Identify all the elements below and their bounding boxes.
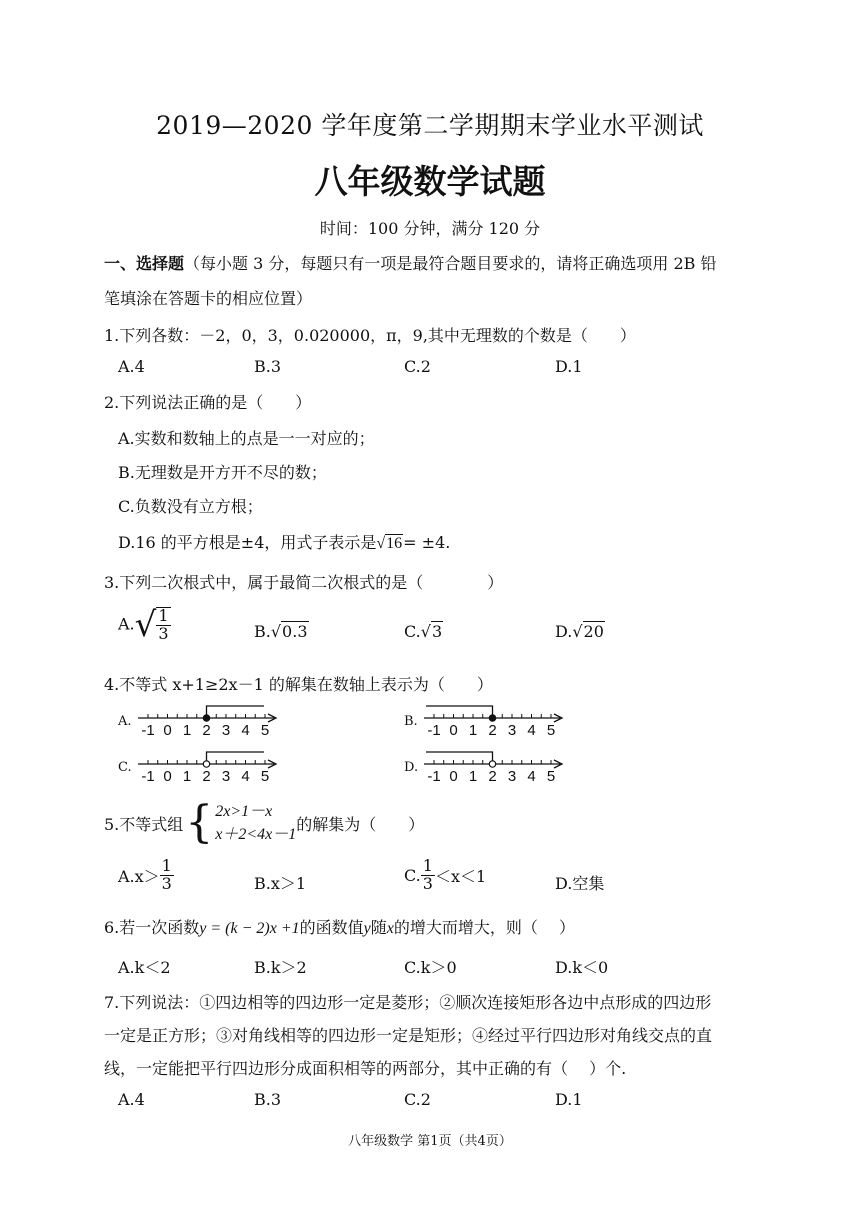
question-4-stem: 4.不等式 x+1≥2x－1 的解集在数轴上表示为（ ） — [104, 675, 493, 694]
tick-label: 0 — [449, 768, 458, 785]
closed-point — [203, 715, 209, 721]
q5-option-b: B.x＞1 — [254, 874, 307, 893]
q4-number-line-b — [424, 700, 564, 740]
tick-label: -1 — [141, 722, 155, 739]
number-line-svg — [138, 700, 278, 740]
tick-label: 5 — [546, 768, 556, 785]
tick-label: 2 — [202, 768, 211, 785]
exam-subtitle: 八年级数学试题 — [314, 162, 546, 201]
brace-icon: { — [185, 797, 214, 849]
q4-number-line-d — [424, 746, 564, 786]
closed-point — [489, 715, 495, 721]
tick-label: 5 — [546, 722, 556, 739]
q3-option-d: D.√20 — [555, 622, 604, 641]
q7-option-c: C.2 — [404, 1090, 431, 1109]
q4-option-a-label: A. — [118, 714, 132, 729]
tick-label: 1 — [182, 722, 192, 739]
tick-label: 5 — [260, 722, 270, 739]
tick-label: 0 — [449, 722, 458, 739]
q4-number-line-a — [138, 700, 278, 740]
q6-option-b: B.k＞2 — [254, 958, 307, 977]
tick-label: 3 — [221, 768, 231, 785]
open-point — [489, 761, 495, 767]
tick-label: 0 — [163, 768, 172, 785]
question-6-stem: 6.若一次函数y = (k − 2)x +1的函数值y随x的增大而增大，则（ ） — [104, 918, 575, 937]
q6-option-d: D.k＜0 — [555, 958, 609, 977]
tick-label: 2 — [488, 768, 497, 785]
sqrt-16: √16 — [376, 535, 403, 552]
page-footer: 八年级数学 第1页（共4页） — [348, 1134, 512, 1149]
question-7-line-1: 7.下列说法：①四边相等的四边形一定是菱形；②顺次连接矩形各边中点形成的四边形 — [104, 993, 712, 1012]
tick-label: 5 — [260, 768, 270, 785]
q1-option-d: D.1 — [555, 357, 583, 376]
tick-label: 4 — [527, 722, 536, 739]
q6-option-c: C.k＞0 — [404, 958, 457, 977]
q5-option-c: C. $\frac{1}{3}$ ＜x＜1 — [404, 856, 487, 893]
tick-label: 3 — [507, 768, 517, 785]
tick-label: 3 — [507, 722, 517, 739]
q5-inequality-1: 2x>1－x — [215, 803, 273, 820]
number-line-svg — [138, 746, 278, 786]
tick-label: 4 — [527, 768, 536, 785]
q2-option-d-eq: = ±4. — [403, 533, 451, 552]
q1-option-c: C.2 — [404, 357, 431, 376]
q6-option-a: A.k＜2 — [118, 958, 171, 977]
number-line-svg — [424, 746, 564, 786]
section-heading — [104, 251, 716, 274]
section-note-cont: 笔填涂在答题卡的相应位置） — [104, 289, 313, 308]
tick-label: 2 — [488, 722, 497, 739]
question-7-line-2: 一定是正方形；③对角线相等的四边形一定是矩形；④经过平行四边形对角线交点的直 — [104, 1026, 713, 1045]
q5-inequality-2: x＋2<4x－1 — [215, 826, 297, 844]
section-note: （每小题 3 分，每题只有一项是最符合题目要求的，请将正确选项用 2B 铅 — [184, 254, 717, 273]
tick-label: -1 — [427, 768, 441, 785]
q4-option-d-label: D. — [404, 760, 419, 775]
q6-function: y = (k − 2)x +1 — [199, 920, 300, 937]
q7-option-b: B.3 — [254, 1090, 282, 1109]
q5-option-d: D.空集 — [555, 874, 605, 893]
question-3-stem: 3.下列二次根式中，属于最简二次根式的是（ ） — [104, 573, 504, 592]
tick-label: -1 — [141, 768, 155, 785]
q4-number-line-c — [138, 746, 278, 786]
open-point — [203, 761, 209, 767]
q3-option-c: C.√3 — [404, 622, 443, 641]
q2-option-a: A.实数和数轴上的点是一一对应的； — [118, 429, 375, 448]
tick-label: 2 — [202, 722, 211, 739]
q2-option-b: B.无理数是开方开不尽的数； — [118, 463, 327, 482]
tick-label: 1 — [468, 722, 478, 739]
number-line-svg — [424, 700, 564, 740]
question-2-stem: 2.下列说法正确的是（ ） — [104, 393, 312, 412]
question-1-stem: 1.下列各数：－2，0，3，0.020000，π，9,其中无理数的个数是（ ） — [104, 326, 636, 345]
q3-option-a: A.√ $\frac{1}{3}$ — [118, 604, 169, 645]
q2-option-d-text: D.16 的平方根是±4，用式子表示是 — [118, 533, 377, 552]
exam-time-info: 时间：100 分钟，满分 120 分 — [319, 219, 541, 238]
q4-option-b-label: B. — [404, 714, 418, 729]
q5-option-a: A.x＞ $\frac{1}{3}$ — [118, 856, 172, 893]
q4-option-c-label: C. — [118, 760, 132, 775]
q7-option-a: A.4 — [118, 1090, 145, 1109]
question-5-stem: 5.不等式组 { 2x>1－x x＋2<4x－1 的解集为（ ） — [104, 797, 425, 849]
tick-label: 4 — [241, 722, 250, 739]
tick-label: 1 — [468, 768, 478, 785]
question-7-line-3: 线，一定能把平行四边形分成面积相等的两部分，其中正确的有（ ）个. — [104, 1059, 627, 1078]
q1-option-a: A.4 — [118, 357, 145, 376]
q2-option-c: C.负数没有立方根； — [118, 497, 263, 516]
q1-option-b: B.3 — [254, 357, 282, 376]
tick-label: 3 — [221, 722, 231, 739]
q7-option-d: D.1 — [555, 1090, 583, 1109]
exam-title: 2019—2020 学年度第二学期期末学业水平测试 — [156, 111, 704, 140]
section-label: 一、选择题 — [104, 254, 185, 273]
tick-label: 0 — [163, 722, 172, 739]
q2-option-d — [118, 530, 450, 553]
tick-label: -1 — [427, 722, 441, 739]
q3-option-b: B.√0.3 — [254, 622, 308, 641]
tick-label: 4 — [241, 768, 250, 785]
tick-label: 1 — [182, 768, 192, 785]
